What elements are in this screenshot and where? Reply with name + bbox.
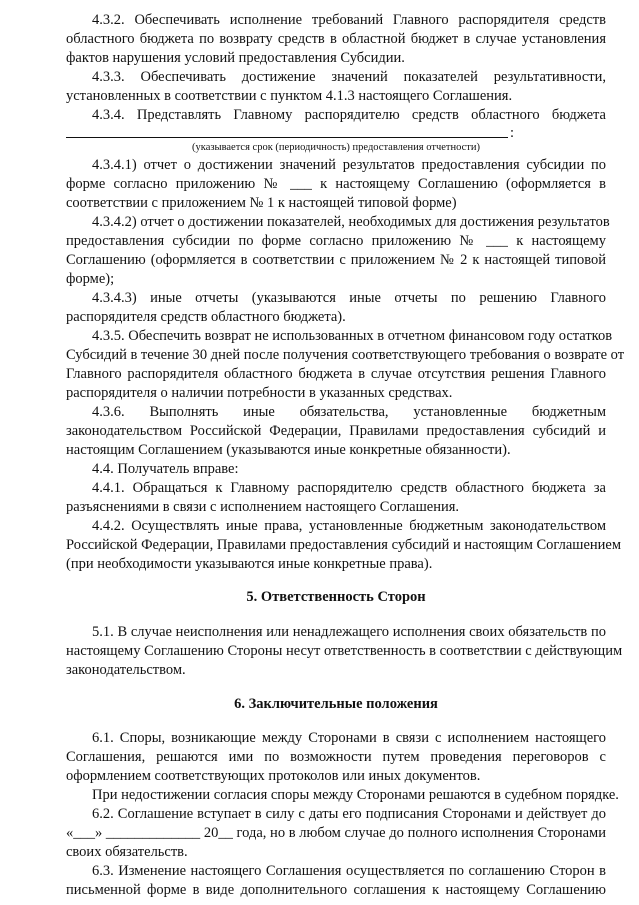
text-line: 4.4.1. Обращаться к Главному распорядителю средств областного бюджета за <box>92 480 606 496</box>
text-line: форме); <box>66 271 115 287</box>
section-heading-6: 6. Заключительные положения <box>234 696 438 712</box>
text-line: фактов нарушения условий предоставления Субсидии. <box>66 50 405 66</box>
text-line: 4.3.2. Обеспечивать исполнение требований Главного распорядителя средств <box>92 12 606 28</box>
text-line: 5.1. В случае неисполнения или ненадлежащего исполнения своих обязательств по <box>92 624 606 640</box>
text-line: 4.3.3. Обеспечивать достижение значений показателей результативности, <box>92 69 606 85</box>
text-line: Соглашению (оформляется в соответствии с приложением № 2 к настоящей типовой <box>66 252 606 268</box>
text-line: Главного распорядителя областного бюджета в случае отсутствия решения Главного <box>66 366 606 382</box>
text-line: 4.3.4.2) отчет о достижении показателей, необходимых для достижения результатов <box>92 214 610 230</box>
text-line: Субсидий в течение 30 дней после получения соответствующего требования о возврате от <box>66 347 625 363</box>
text-line: распорядителя средств областного бюджета). <box>66 309 346 325</box>
text-line: разъяснениями в связи с исполнением настоящего Соглашения. <box>66 499 460 515</box>
text-line: 6.2. Соглашение вступает в силу с даты его подписания Сторонами и действует до <box>92 806 606 822</box>
text-line: форме согласно приложению № ___ к настоящему Соглашению (оформляется в <box>66 176 606 192</box>
text-line: оформлением соответствующих протоколов или иных документов. <box>66 768 481 784</box>
text-line: Российской Федерации, Правилами предоставления субсидий и настоящим Соглашением <box>66 537 622 553</box>
text-line: 4.4.2. Осуществлять иные права, установленные бюджетным законодательством <box>92 518 606 534</box>
text-line: областного бюджета по возврату средств в областной бюджет в случае установления <box>66 31 606 47</box>
text-line: При недостижении согласия споры между Сторонами решаются в судебном порядке. <box>92 787 619 803</box>
text-line: 4.3.4.3) иные отчеты (указываются иные отчеты по решению Главного <box>92 290 606 306</box>
text-line: Соглашения, решаются ими по возможности путем проведения переговоров с <box>66 749 606 765</box>
field-caption: (указывается срок (периодичность) предоставления отчетности) <box>192 142 480 153</box>
text-line: предоставления субсидии по форме согласно приложению № ___ к настоящему <box>66 233 606 249</box>
text-line: : <box>510 125 515 141</box>
text-line: 4.3.4.1) отчет о достижении значений результатов предоставления субсидии по <box>92 157 606 173</box>
text-line: законодательством Российской Федерации, Правилами предоставления субсидий и <box>66 423 606 439</box>
text-line: 4.4. Получатель вправе: <box>92 461 239 477</box>
text-line: соответствии с приложением № 1 к настоящей типовой форме) <box>66 195 457 211</box>
text-line: 4.3.5. Обеспечить возврат не использованных в отчетном финансовом году остатков <box>92 328 613 344</box>
text-line: распорядителя о наличии потребности в указанных средствах. <box>66 385 453 401</box>
text-line: 6.3. Изменение настоящего Соглашения осуществляется по соглашению Сторон в <box>92 863 606 879</box>
blank-fill-line <box>66 137 508 138</box>
text-line: письменной форме в виде дополнительного соглашения к настоящему Соглашению <box>66 882 606 898</box>
text-line: 6.1. Споры, возникающие между Сторонами в связи с исполнением настоящего <box>92 730 606 746</box>
text-line: 4.3.6. Выполнять иные обязательства, установленные бюджетным <box>92 404 606 420</box>
text-line: настоящим Соглашением (указываются иные конкретные обязанности). <box>66 442 511 458</box>
text-line: «___» _____________ 20__ года, но в любом случае до полного исполнения Сторонами <box>66 825 606 841</box>
text-line: (при необходимости указываются иные конкретные права). <box>66 556 433 572</box>
text-line: установленных в соответствии с пунктом 4.1.3 настоящего Соглашения. <box>66 88 513 104</box>
section-heading-5: 5. Ответственность Сторон <box>246 589 426 605</box>
text-line: 4.3.4. Представлять Главному распорядителю средств областного бюджета <box>92 107 606 123</box>
text-line: своих обязательств. <box>66 844 188 860</box>
text-line: законодательством. <box>66 662 186 678</box>
text-line: настоящему Соглашению Стороны несут ответственность в соответствии с действующим <box>66 643 623 659</box>
